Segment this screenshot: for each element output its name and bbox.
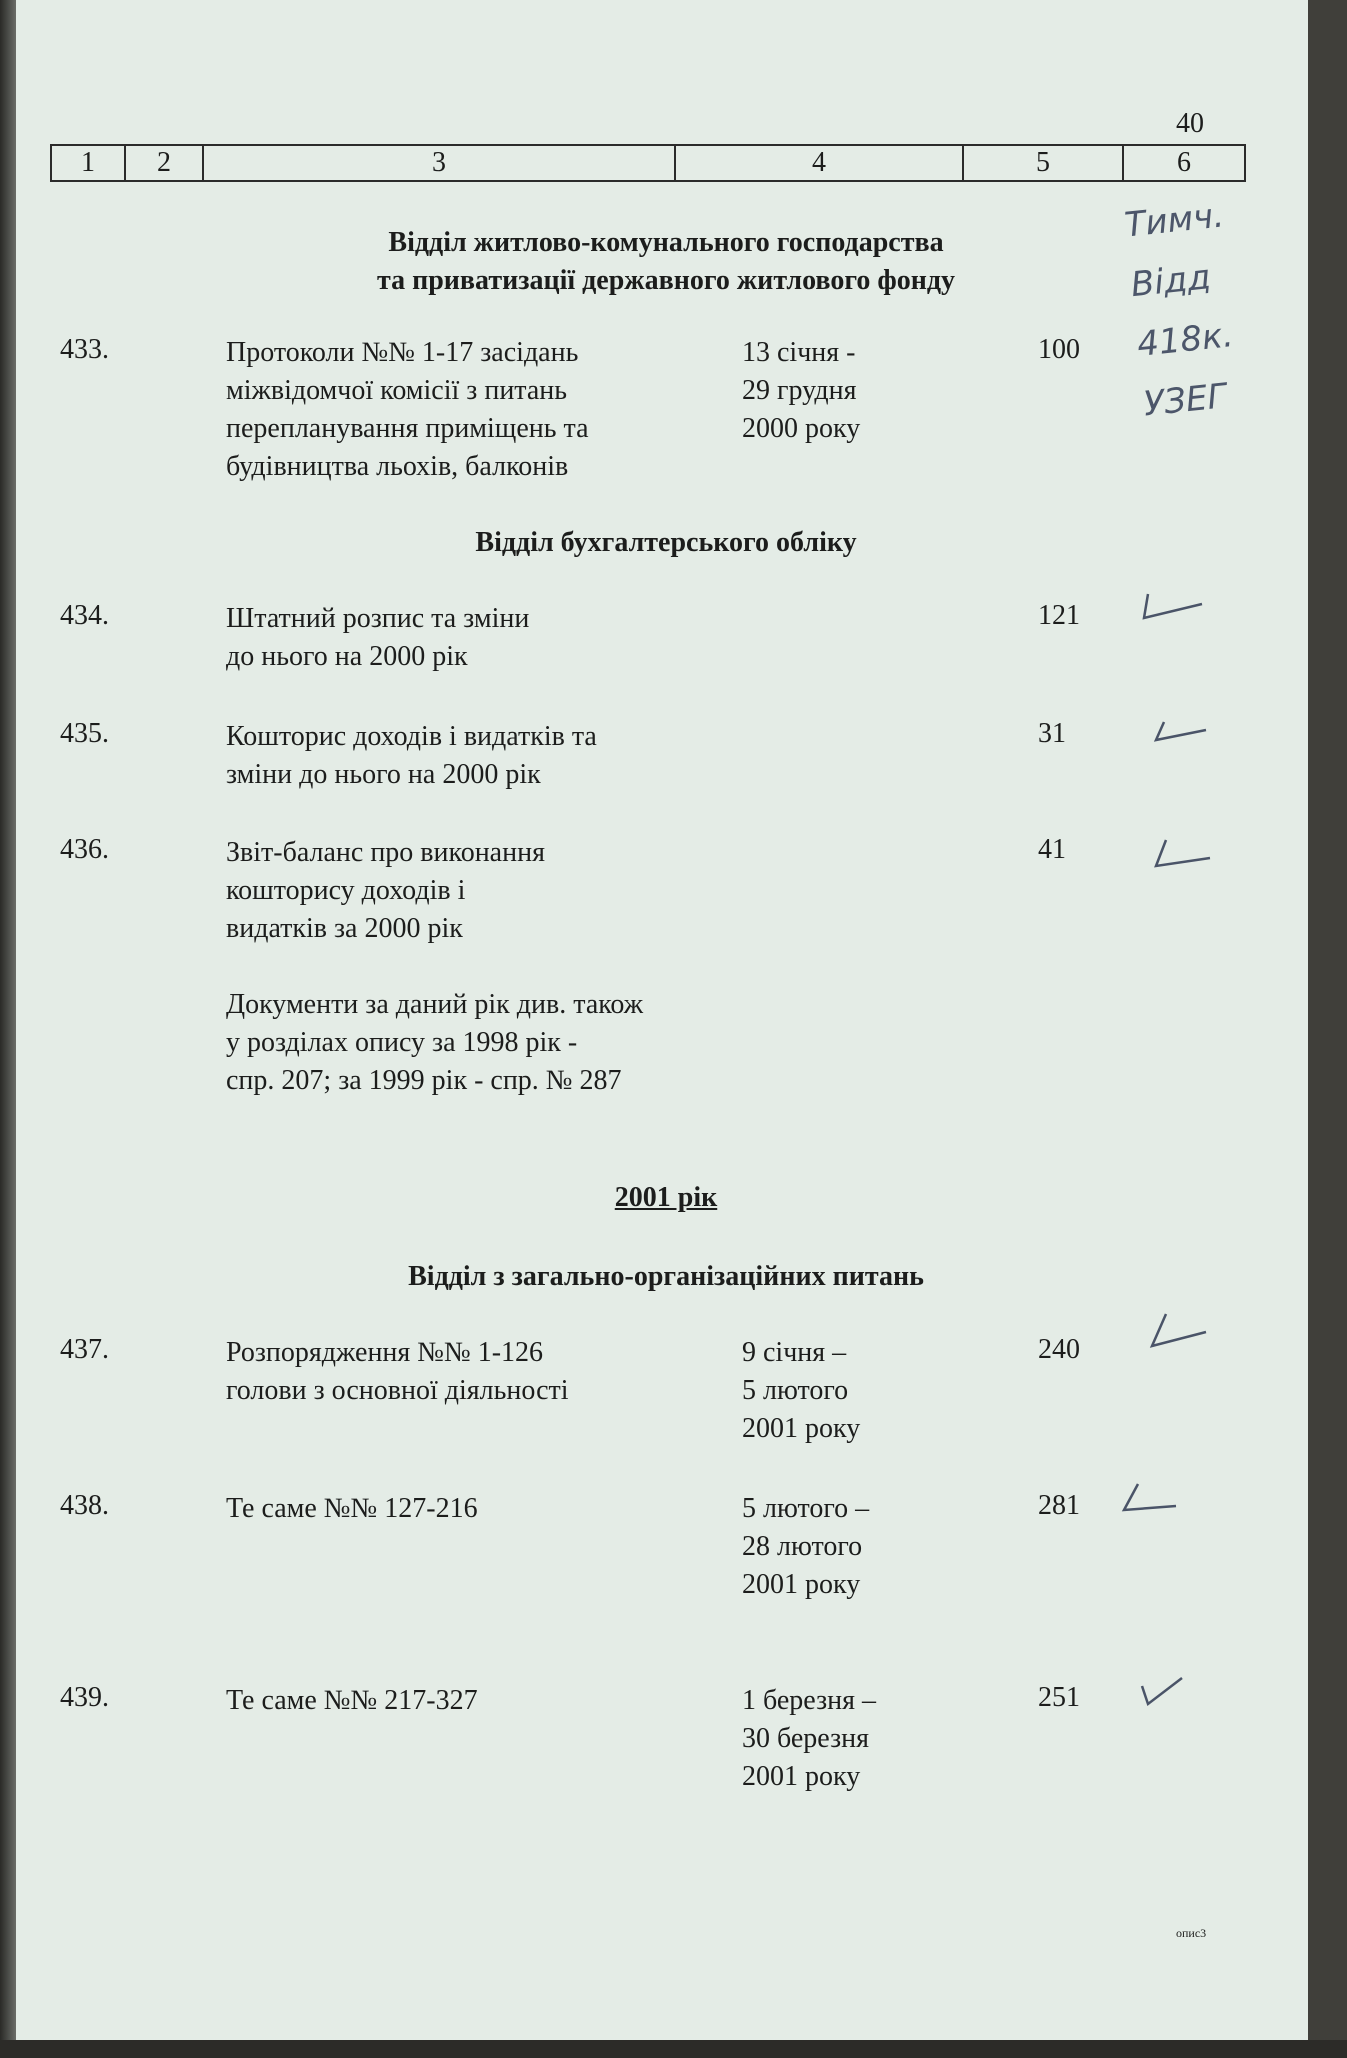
- item-438-title: [226, 1490, 478, 1528]
- handwritten-line: Тимч.: [1122, 195, 1226, 246]
- check-mark-icon: [1116, 1480, 1186, 1520]
- item-435-number: 435.: [60, 718, 109, 749]
- date-line: 30 березня: [742, 1723, 869, 1754]
- date-line: 29 грудня: [742, 375, 857, 406]
- column-header-2: 2: [126, 146, 204, 180]
- column-header-3: 3: [204, 146, 676, 180]
- item-434-title: [226, 600, 529, 676]
- date-line: 5 лютого –: [742, 1493, 870, 1524]
- handwritten-line: 418к.: [1135, 315, 1236, 365]
- title-line: Те саме №№ 127-216: [226, 1493, 478, 1524]
- section-heading-general: Відділ з загально-організаційних питань: [408, 1261, 924, 1292]
- date-line: 2000 року: [742, 413, 861, 444]
- title-line: Кошторис доходів і видатків та: [226, 721, 597, 752]
- document-page: [16, 0, 1308, 2040]
- item-433-title: [226, 334, 589, 486]
- date-line: 28 лютого: [742, 1531, 863, 1562]
- date-line: 5 лютого: [742, 1375, 849, 1406]
- inventory-stamp: опис3: [1176, 1926, 1207, 1940]
- item-437-title: [226, 1334, 569, 1410]
- item-439-dates: [742, 1682, 876, 1796]
- title-line: будівництва льохів, балконів: [226, 451, 569, 482]
- title-line: зміни до нього на 2000 рік: [226, 759, 541, 790]
- title-line: Звіт-баланс про виконання: [226, 837, 545, 868]
- item-434-number: 434.: [60, 600, 109, 631]
- date-line: 9 січня –: [742, 1337, 847, 1368]
- check-mark-icon: [1140, 586, 1210, 626]
- column-header-5: 5: [964, 146, 1124, 180]
- column-header-row: [50, 144, 1246, 182]
- item-439-number: 439.: [60, 1682, 109, 1713]
- item-436-sheets: 41: [1038, 834, 1066, 865]
- title-line: кошторису доходів і: [226, 875, 466, 906]
- date-line: 2001 року: [742, 1569, 861, 1600]
- note-line: Документи за даний рік див. також: [226, 989, 644, 1020]
- handwritten-line: Відд: [1129, 257, 1213, 306]
- item-436-title: [226, 834, 545, 948]
- item-435-title: [226, 718, 597, 794]
- title-line: Те саме №№ 217-327: [226, 1685, 478, 1716]
- date-line: 13 січня -: [742, 337, 856, 368]
- title-line: голови з основної діяльності: [226, 1375, 569, 1406]
- item-436-number: 436.: [60, 834, 109, 865]
- check-mark-icon: [1146, 1310, 1216, 1356]
- handwritten-annotation: [1122, 185, 1246, 434]
- item-435-sheets: 31: [1038, 718, 1066, 749]
- section-heading-accounting: Відділ бухгалтерського обліку: [475, 527, 857, 558]
- title-line: Розпорядження №№ 1-126: [226, 1337, 544, 1368]
- title-line: міжвідомчої комісії з питань: [226, 375, 568, 406]
- title-line: видатків за 2000 рік: [226, 913, 463, 944]
- scan-edge-right: [1308, 0, 1347, 2058]
- column-header-6: 6: [1177, 147, 1191, 178]
- cross-reference-note: [226, 986, 643, 1100]
- item-438-sheets: 281: [1038, 1490, 1080, 1521]
- section-heading-line: та приватизації державного житлового фонду: [376, 265, 956, 296]
- title-line: перепланування приміщень та: [226, 413, 589, 444]
- title-line: Протоколи №№ 1-17 засідань: [226, 337, 579, 368]
- handwritten-line: УЗЕГ: [1141, 376, 1229, 425]
- item-437-sheets: 240: [1038, 1334, 1080, 1365]
- column-header-1: 1: [52, 146, 126, 180]
- check-mark-icon: [1150, 834, 1220, 874]
- year-heading: 2001 рік: [614, 1182, 718, 1213]
- item-433-dates: [742, 334, 860, 448]
- item-434-sheets: 121: [1038, 600, 1080, 631]
- check-mark-icon: [1150, 718, 1220, 748]
- item-438-dates: [742, 1490, 869, 1604]
- date-line: 2001 року: [742, 1761, 861, 1792]
- scan-edge-left: [0, 0, 16, 2058]
- note-line: у розділах опису за 1998 рік -: [226, 1027, 578, 1058]
- item-437-number: 437.: [60, 1334, 109, 1365]
- check-mark-icon: [1136, 1672, 1196, 1712]
- title-line: Штатний розпис та зміни: [226, 603, 530, 634]
- item-433-sheets: 100: [1038, 334, 1080, 365]
- section-heading-housing: [166, 224, 1166, 300]
- item-439-title: [226, 1682, 478, 1720]
- item-433-number: 433.: [60, 334, 109, 365]
- column-header-4: 4: [676, 146, 964, 180]
- section-heading-line: Відділ житлово-комунального господарства: [388, 227, 944, 258]
- item-438-number: 438.: [60, 1490, 109, 1521]
- date-line: 1 березня –: [742, 1685, 876, 1716]
- title-line: до нього на 2000 рік: [226, 641, 468, 672]
- item-439-sheets: 251: [1038, 1682, 1080, 1713]
- date-line: 2001 року: [742, 1413, 861, 1444]
- page-number: 40: [1176, 108, 1204, 139]
- note-line: спр. 207; за 1999 рік - спр. № 287: [226, 1065, 622, 1096]
- scan-edge-bottom: [0, 2040, 1347, 2058]
- item-437-dates: [742, 1334, 860, 1448]
